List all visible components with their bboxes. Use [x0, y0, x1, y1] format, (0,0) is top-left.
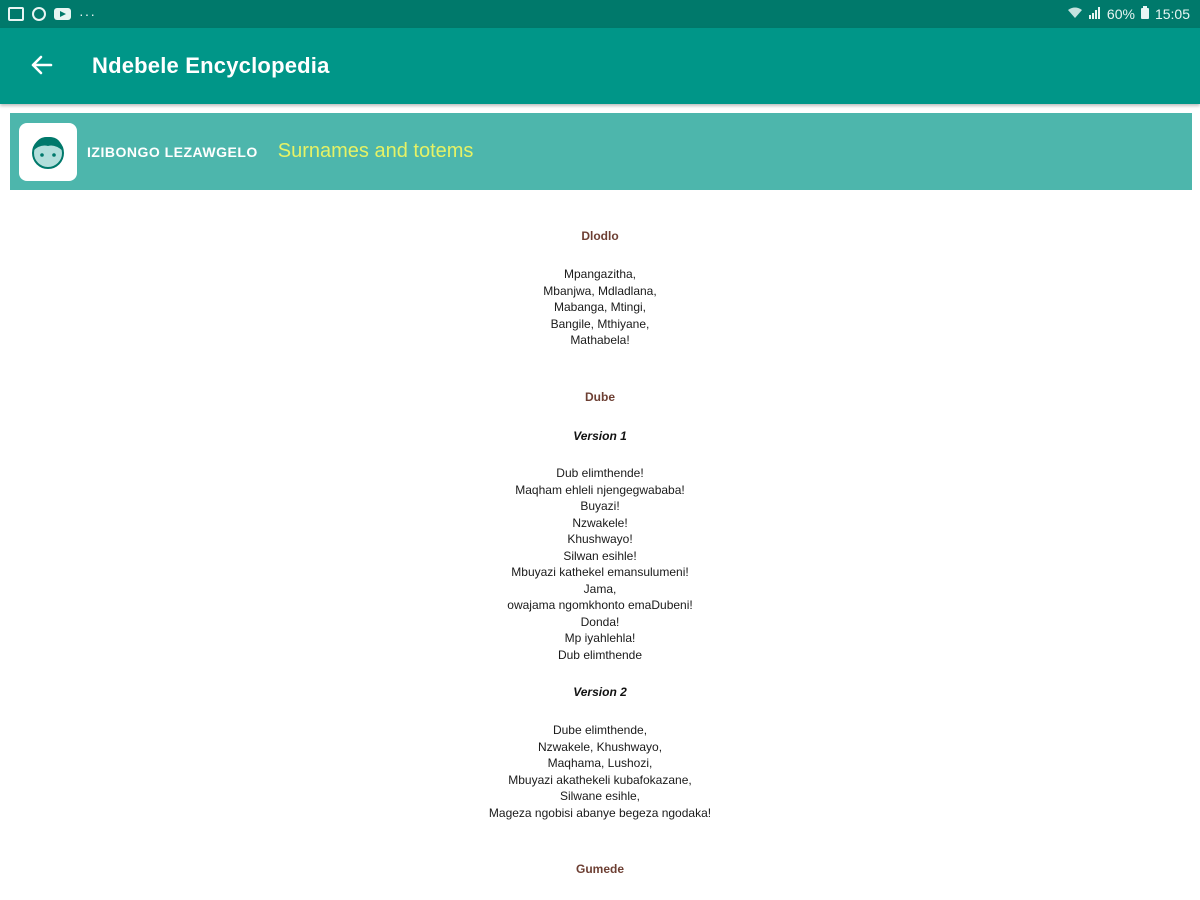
- text-line: Dub elimthende: [557, 647, 643, 662]
- banner-logo-text: IZIBONGO LEZAWGELO: [87, 143, 258, 160]
- text-line: Buyazi!: [580, 499, 620, 513]
- page-title: Ndebele Encyclopedia: [92, 53, 330, 78]
- text-line: Mpangazitha,: [563, 267, 637, 281]
- more-dots-icon: ···: [79, 6, 96, 22]
- status-bar-left: [0, 6, 96, 22]
- back-button[interactable]: [22, 46, 62, 86]
- battery-level: 60%: [1106, 6, 1135, 22]
- text-line: Mbanjwa, Mdladlana,: [543, 283, 657, 298]
- section-dlodlo: [0, 228, 1200, 245]
- section-heading: Gumede: [575, 862, 624, 876]
- text-line: Silwane esihle,: [559, 789, 641, 803]
- version-1-text: [0, 465, 1200, 663]
- text-line: Maqhama, Lushozi,: [547, 756, 653, 770]
- text-line: owajama ngomkhonto emaDubeni!: [507, 598, 693, 612]
- clock: 15:05: [1154, 6, 1190, 22]
- arrow-back-icon: [31, 50, 53, 82]
- text-line: Dub elimthende!: [556, 466, 644, 480]
- version-2-heading: [0, 684, 1200, 701]
- text-line: Jama,: [583, 581, 617, 596]
- version-title: Version 1: [573, 429, 627, 443]
- wifi-icon: [1067, 6, 1083, 22]
- version-title: Version 2: [573, 685, 627, 699]
- text-line: Silwan esihle!: [563, 548, 637, 563]
- signal-icon: [1089, 6, 1101, 22]
- category-banner: [10, 113, 1192, 190]
- text-line: Mp iyahlehla!: [564, 631, 636, 645]
- text-line: Khushwayo!: [567, 532, 633, 546]
- section-gumede: [0, 861, 1200, 878]
- content-area[interactable]: [0, 190, 1200, 900]
- section-dube: [0, 389, 1200, 406]
- status-bar-right: [1067, 6, 1200, 22]
- text-line: Donda!: [580, 614, 620, 629]
- version-1-heading: [0, 428, 1200, 445]
- text-line: Nzwakele!: [572, 515, 628, 530]
- app-bar: [0, 28, 1200, 104]
- banner-subtitle: Surnames and totems: [277, 140, 474, 162]
- face-icon: [19, 123, 77, 181]
- text-line: Dube elimthende,: [552, 723, 648, 737]
- opera-icon: [32, 7, 46, 21]
- youtube-icon: [54, 8, 71, 20]
- text-line: Mbuyazi akathekeli kubafokazane,: [508, 772, 692, 787]
- text-line: Maqham ehleli njengegwababa!: [515, 482, 685, 497]
- text-line: Mabanga, Mtingi,: [553, 300, 647, 314]
- text-line: Mathabela!: [570, 333, 630, 347]
- battery-icon: [1141, 6, 1149, 22]
- section-heading: Dlodlo: [581, 229, 619, 243]
- text-line: Mageza ngobisi abanye begeza ngodaka!: [488, 805, 712, 820]
- status-bar: [0, 0, 1200, 28]
- section-dlodlo-text: [0, 266, 1200, 349]
- gallery-icon: [8, 7, 24, 21]
- text-line: Bangile, Mthiyane,: [550, 316, 650, 331]
- section-heading: Dube: [585, 390, 615, 404]
- text-line: Mbuyazi kathekel emansulumeni!: [511, 565, 689, 579]
- version-2-text: [0, 722, 1200, 821]
- text-line: Nzwakele, Khushwayo,: [537, 739, 663, 754]
